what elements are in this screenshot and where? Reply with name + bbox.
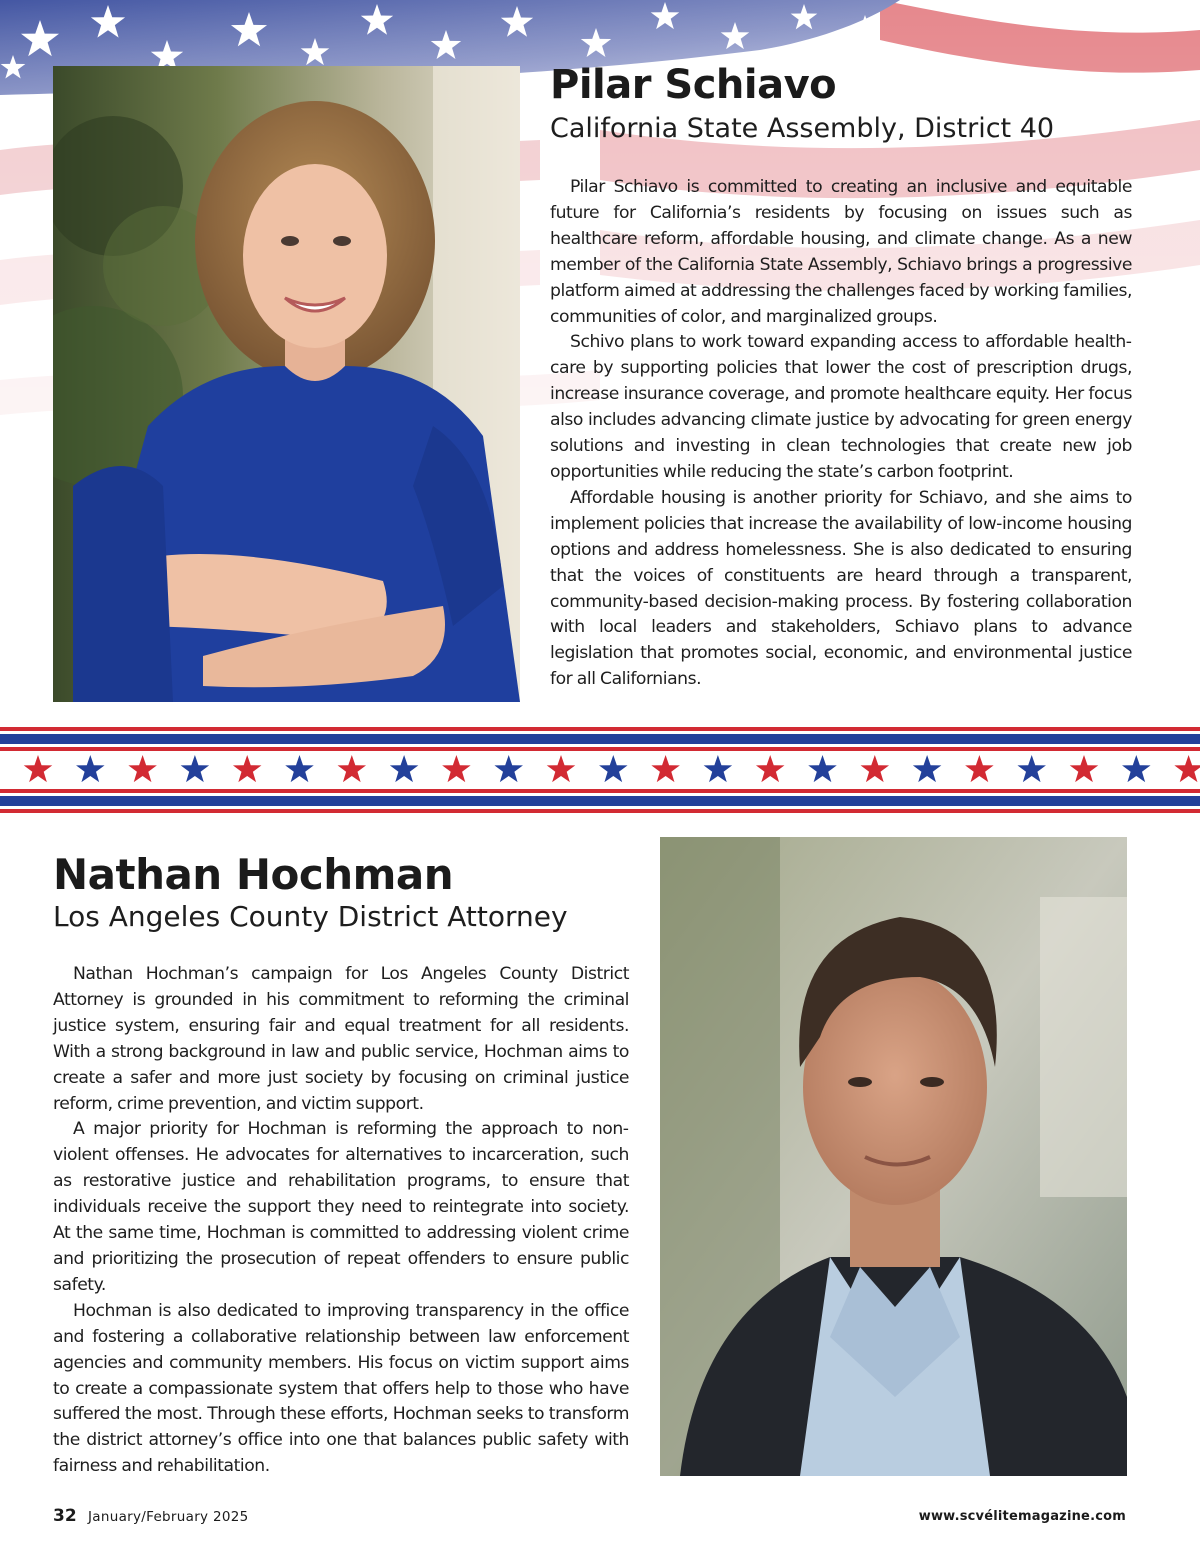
bio-paragraph: Affordable housing is another priority for Schiavo, and she aims to implement policies that increase the availability of low-income housing options and address homelessness. She is also dedicated to ensuring that the voices of constituents are heard through a transparent, community-based decision-making process. By fostering collaboration with local leaders and stakeholders, Schiavo plans to advance legislation that promotes social, economic, and environmental justice for all Californians. bbox=[550, 487, 1132, 690]
divider-star bbox=[285, 755, 314, 782]
divider-star bbox=[181, 755, 210, 782]
divider-star bbox=[808, 755, 837, 782]
divider-star bbox=[1017, 755, 1045, 782]
divider-star bbox=[704, 755, 733, 782]
schiavo-portrait-photo bbox=[53, 66, 520, 702]
issue-date: January/February 2025 bbox=[88, 1509, 249, 1525]
bio-paragraph: Hochman is also dedicated to improving transparency in the office and fostering a collaborative relationship between law enforcement agencies and community members. His focus on victim support aims to create a compassionate system that offers help to those who have suffered the most. Through these efforts, Hochman seeks to transform the district attorney’s office into one that balances public safety with fairness and rehabilitation. bbox=[53, 1300, 629, 1477]
hochman-office: Los Angeles County District Attorney bbox=[53, 900, 568, 933]
divider-star bbox=[1174, 755, 1200, 782]
divider-star bbox=[547, 755, 576, 782]
divider-star bbox=[861, 755, 890, 782]
divider-star bbox=[390, 755, 419, 782]
divider-star bbox=[494, 755, 523, 782]
divider-star bbox=[651, 755, 680, 782]
bio-paragraph: Nathan Hochman’s campaign for Los Angeles County District Attorney is grounded in his commitment to reforming the criminal justice system, ensuring fair and equal treatment for all residents. With a strong background in law and public service, Hochman aims to create a safer and more just society by focusing on criminal justice reform, crime prevention, and victim support. bbox=[53, 964, 629, 1114]
stars-stripes-divider bbox=[0, 725, 1200, 815]
divider-star bbox=[965, 755, 994, 782]
divider-star bbox=[1122, 755, 1151, 782]
divider-star bbox=[1070, 755, 1099, 782]
page-number: 32 bbox=[53, 1506, 77, 1526]
bio-paragraph: Schivo plans to work toward expanding access to affordable healthcare by supporting policies that lower the cost of prescription drugs, increase insurance coverage, and promote healthcare equity. Her focus also includes advancing climate justice by advocating for green energy solutions and investing in clean technologies that create new job opportunities while reducing the state’s carbon footprint. bbox=[550, 332, 1132, 482]
divider-star bbox=[756, 755, 785, 782]
bio-paragraph: Pilar Schiavo is committed to creating an inclusive and equitable future for California’s residents by focusing on issues such as healthcare reform, affordable housing, and climate change. As a new member of the California State Assembly, Schiavo brings a progressive platform aimed at addressing the challenges faced by working families, communities of color, and marginalized groups. bbox=[550, 177, 1132, 327]
divider-star bbox=[442, 755, 471, 782]
divider-star bbox=[76, 755, 105, 782]
divider-star bbox=[233, 755, 262, 782]
divider-star bbox=[913, 755, 942, 782]
schiavo-bio bbox=[550, 175, 1132, 693]
schiavo-office: California State Assembly, District 40 bbox=[550, 113, 1055, 144]
hochman-name: Nathan Hochman bbox=[53, 850, 454, 899]
divider-star bbox=[128, 755, 157, 782]
hochman-bio bbox=[53, 962, 629, 1480]
divider-star bbox=[599, 755, 628, 782]
hochman-portrait-photo bbox=[660, 837, 1127, 1476]
bio-paragraph: A major priority for Hochman is reforming the approach to nonviolent offenses. He advocates for alternatives to incarceration, such as restorative justice and rehabilitation programs, to ensure that individuals receive the support they need to reintegrate into society. At the same time, Hochman is committed to addressing violent crime and prioritizing the prosecution of repeat offenders to ensure public safety. bbox=[53, 1119, 629, 1295]
divider-star bbox=[24, 755, 53, 782]
divider-star bbox=[338, 755, 367, 782]
website-url[interactable]: www.scvélitemagazine.com bbox=[918, 1509, 1126, 1524]
schiavo-name: Pilar Schiavo bbox=[550, 62, 837, 108]
